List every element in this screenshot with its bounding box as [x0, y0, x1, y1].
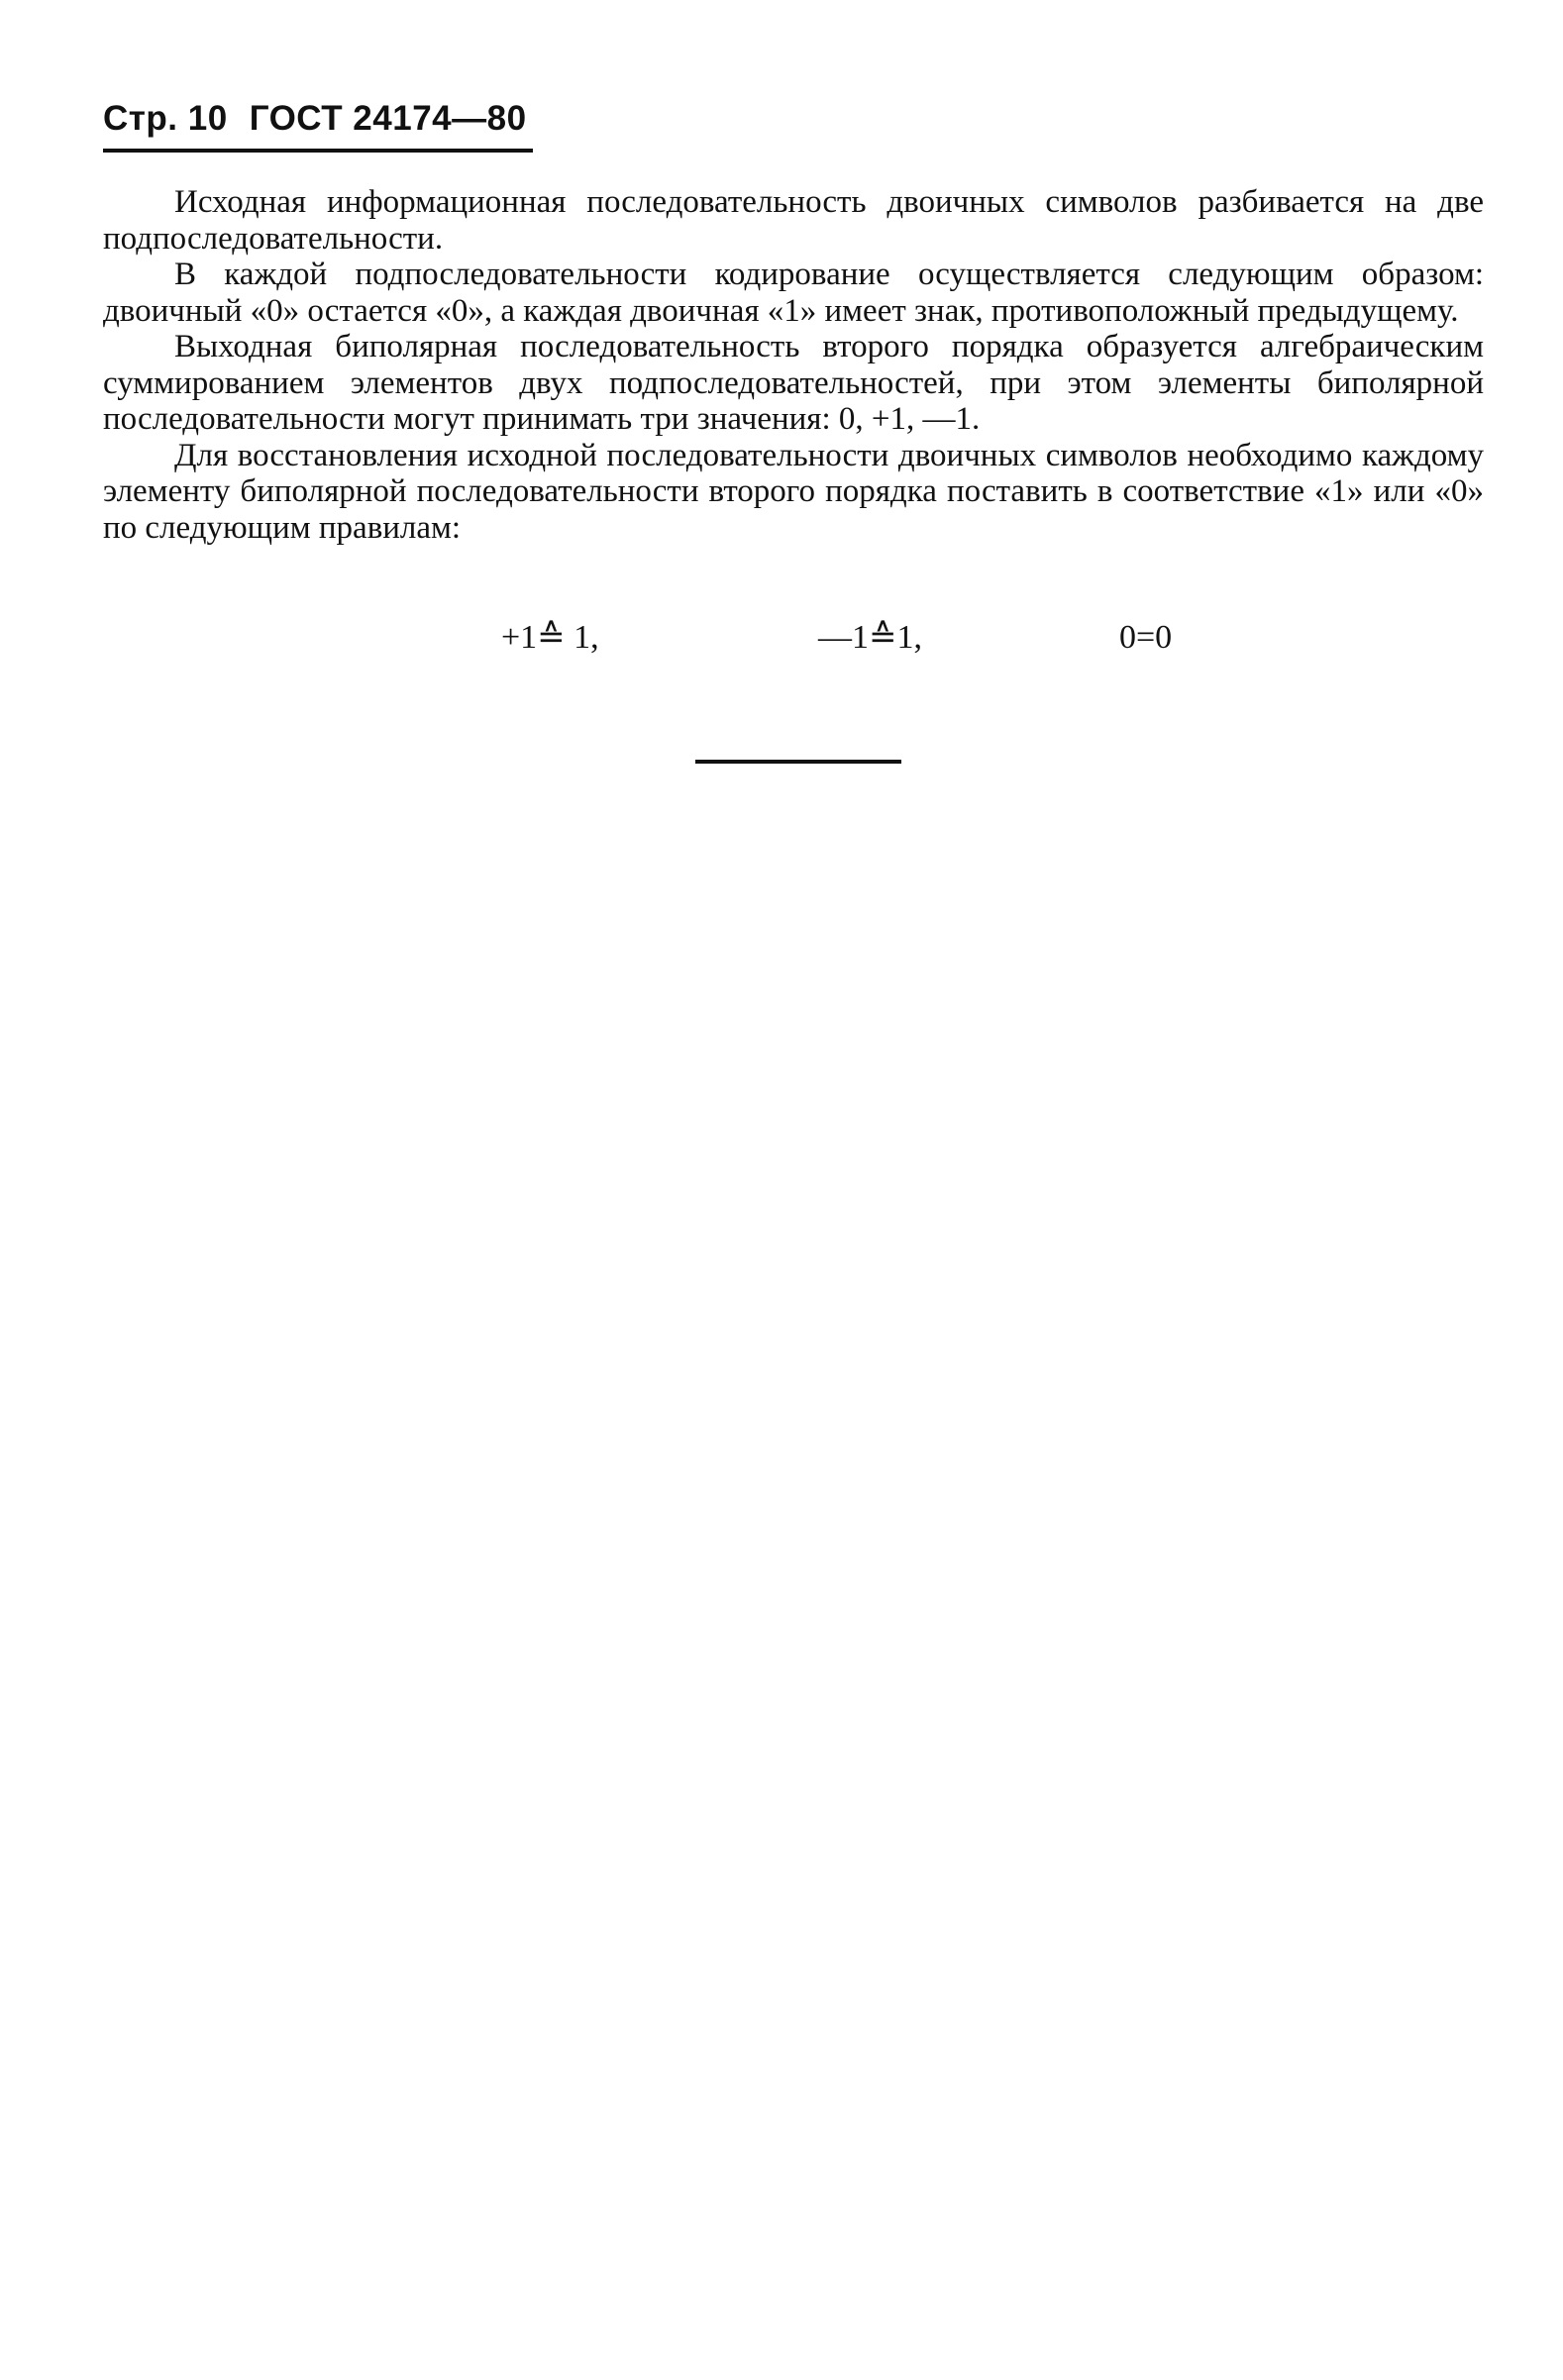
formula-minus-one: —1≙1, — [818, 619, 922, 656]
paragraph: Выходная биполярная последовательность второго порядка образуется алгебраическим суммированием элементов двух подпоследовательностей, при этом элементы биполярной последовательности могут принимать три значения: 0, +1, —1. — [103, 329, 1484, 437]
formula-zero: 0=0 — [1119, 619, 1173, 656]
page-header — [103, 99, 527, 149]
document-body — [103, 184, 1484, 546]
standard-number: ГОСТ 24174—80 — [249, 99, 527, 138]
paragraph: Для восстановления исходной последовательности двоичных символов необходимо каждому элементу биполярной последовательности второго порядка поставить в соответствие «1» или «0» по следующим правилам: — [103, 437, 1484, 546]
paragraph: Исходная информационная последовательность двоичных символов разбивается на две подпоследовательности. — [103, 184, 1484, 257]
paragraph: В каждой подпоследовательности кодирование осуществляется следующим образом: двоичный «0» остается «0», а каждая двоичная «1» имеет знак, противоположный предыдущему. — [103, 257, 1484, 329]
header-rule — [103, 149, 533, 153]
end-rule — [695, 760, 901, 764]
page-number: Стр. 10 — [103, 99, 228, 138]
formula-plus-one: +1≙ 1, — [501, 619, 599, 656]
